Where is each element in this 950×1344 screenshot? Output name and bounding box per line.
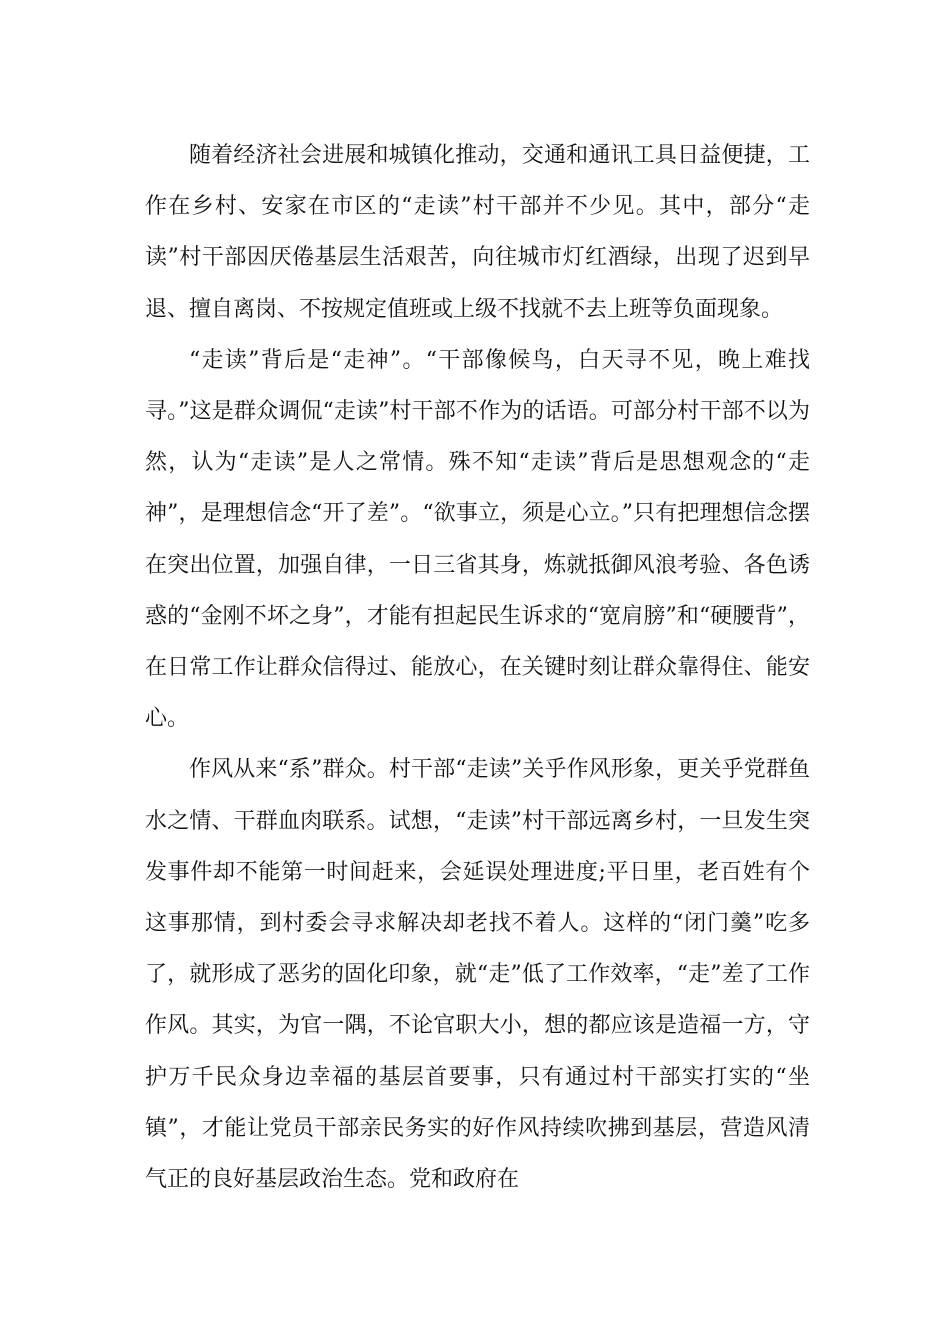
paragraph-2: “走读”背后是“走神”。“干部像候鸟，白天寻不见，晚上难找寻。”这是群众调侃“走读”村干部不作为的话语。可部分村干部不以为然，认为“走读”是人之常情。殊不知“走读”背后是思想观念的“走神”，是理想信念“开了差”。“欲事立，须是心立。”只有把理想信念摆在突出位置，加强自律，一日三省其身，炼就抵御风浪考验、各色诱惑的“金刚不坏之身”，才能有担起民生诉求的“宽肩膀”和“硬腰背”，在日常工作让群众信得过、能放心，在关键时刻让群众靠得住、能安心。 bbox=[145, 347, 810, 732]
paragraph-1: 随着经济社会进展和城镇化推动，交通和通讯工具日益便捷，工作在乡村、安家在市区的“走读”村干部并不少见。其中，部分“走读”村干部因厌倦基层生活艰苦，向往城市灯红酒绿，出现了迟到早退、擅自离岗、不按规定值班或上级不找就不去上班等负面现象。 bbox=[145, 143, 810, 322]
paragraph-3: 作风从来“系”群众。村干部“走读”关乎作风形象，更关乎党群鱼水之情、干群血肉联系。试想，“走读”村干部远离乡村，一旦发生突发事件却不能第一时间赶来，会延误处理进度;平日里，老百姓有个这事那情，到村委会寻求解决却老找不着人。这样的“闭门羹”吃多了，就形成了恶劣的固化印象，就“走”低了工作效率，“走”差了工作作风。其实，为官一隅，不论官职大小，想的都应该是造福一方，守护万千民众身边幸福的基层首要事，只有通过村干部实打实的“坐镇”，才能让党员干部亲民务实的好作风持续吹拂到基层，营造风清气正的良好基层政治生态。党和政府在 bbox=[145, 757, 810, 1193]
document-page bbox=[145, 130, 810, 1205]
